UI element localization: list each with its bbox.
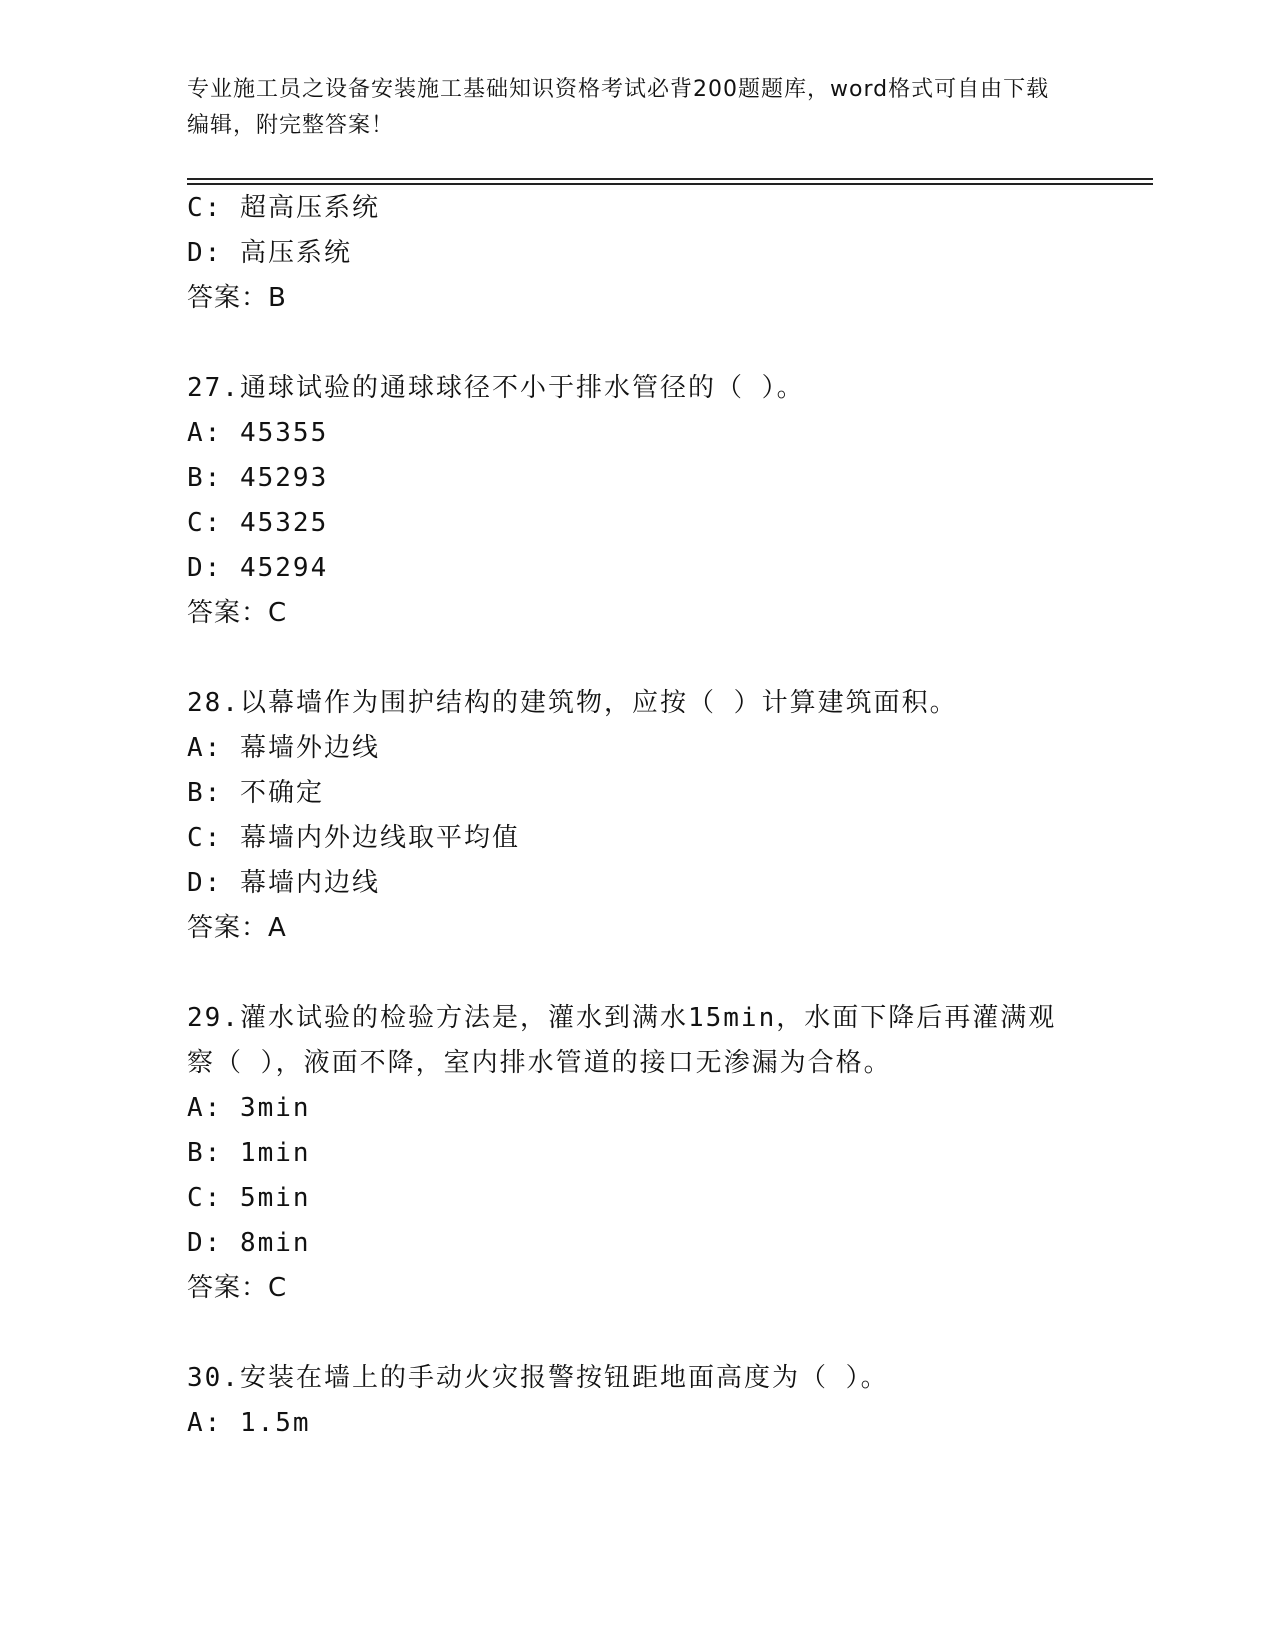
question-30-stem: 30.安装在墙上的手动火灾报警按钮距地面高度为（ ）。 [187,1363,889,1393]
question-27-option-a: A: 45355 [187,418,329,448]
prev-option-d: D: 高压系统 [187,238,352,268]
question-29-stem-line2: 察（ ），液面不降，室内排水管道的接口无渗漏为合格。 [187,1048,892,1078]
question-27-option-d: D: 45294 [187,553,329,583]
question-27-answer: 答案：C [187,598,288,628]
question-28-option-a: A: 幕墙外边线 [187,733,380,763]
question-29-stem-line1: 29.灌水试验的检验方法是，灌水到满水15min，水面下降后再灌满观 [187,1003,1057,1033]
question-28-answer: 答案：A [187,913,287,943]
question-28-option-b: B: 不确定 [187,778,324,808]
header-divider-bottom [187,183,1153,185]
question-27-option-c: C: 45325 [187,508,329,538]
question-29-answer: 答案：C [187,1273,288,1303]
header-divider-top [187,178,1153,180]
question-29-option-c: C: 5min [187,1183,311,1213]
question-30-option-a: A: 1.5m [187,1408,311,1438]
question-29-option-a: A: 3min [187,1093,311,1123]
document-header: 专业施工员之设备安装施工基础知识资格考试必背200题题库，word格式可自由下载编辑，附完整答案！ [187,77,1050,138]
question-27-option-b: B: 45293 [187,463,329,493]
question-28-stem: 28.以幕墙作为围护结构的建筑物，应按（ ）计算建筑面积。 [187,688,958,718]
question-29-option-b: B: 1min [187,1138,311,1168]
question-28-option-c: C: 幕墙内外边线取平均值 [187,823,520,853]
question-28-option-d: D: 幕墙内边线 [187,868,380,898]
question-27-stem: 27.通球试验的通球球径不小于排水管径的（ ）。 [187,373,805,403]
question-29-option-d: D: 8min [187,1228,311,1258]
prev-option-c: C: 超高压系统 [187,193,380,223]
prev-answer: 答案：B [187,283,287,313]
